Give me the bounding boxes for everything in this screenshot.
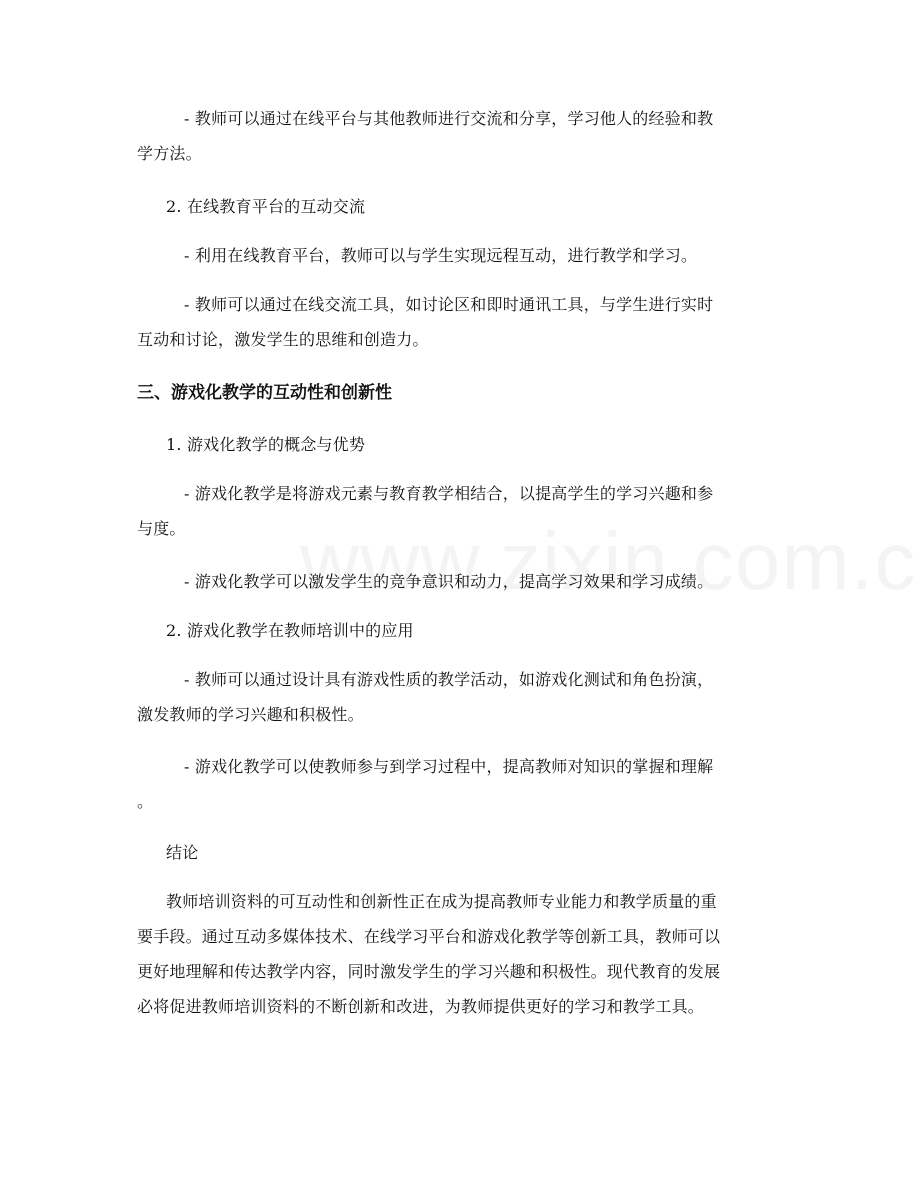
bullet-text-continuation: 互动和讨论，激发学生的思维和创造力。 [137, 330, 429, 349]
bullet-text-continuation: 学方法。 [137, 144, 202, 163]
section-heading: 三、游戏化教学的互动性和创新性 [137, 383, 392, 403]
bullet-text: - 教师可以通过在线平台与其他教师进行交流和分享，学习他人的经验和教 [184, 109, 714, 128]
subsection-title: 2. 在线教育平台的互动交流 [166, 197, 366, 216]
conclusion-paragraph-line: 更好地理解和传达教学内容，同时激发学生的学习兴趣和积极性。现代教育的发展 [137, 962, 721, 981]
bullet-text: - 教师可以通过设计具有游戏性质的教学活动，如游戏化测试和角色扮演， [184, 670, 714, 689]
subsection-title: 2. 游戏化教学在教师培训中的应用 [166, 621, 414, 640]
subsection-title: 1. 游戏化教学的概念与优势 [166, 435, 366, 454]
bullet-text-continuation: 激发教师的学习兴趣和积极性。 [137, 705, 364, 724]
conclusion-paragraph-line: 要手段。通过互动多媒体技术、在线学习平台和游戏化教学等创新工具，教师可以 [137, 927, 721, 946]
bullet-text: - 游戏化教学是将游戏元素与教育教学相结合，以提高学生的学习兴趣和参 [184, 484, 714, 503]
bullet-text: - 利用在线教育平台，教师可以与学生实现远程互动，进行教学和学习。 [184, 246, 698, 265]
bullet-text: - 游戏化教学可以激发学生的竞争意识和动力，提高学习效果和学习成绩。 [184, 572, 714, 591]
bullet-text-continuation: 。 [137, 792, 154, 811]
bullet-text: - 游戏化教学可以使教师参与到学习过程中，提高教师对知识的掌握和理解 [184, 757, 714, 776]
conclusion-title: 结论 [166, 843, 199, 862]
bullet-text-continuation: 与度。 [137, 519, 186, 538]
bullet-text: - 教师可以通过在线交流工具，如讨论区和即时通讯工具，与学生进行实时 [184, 295, 714, 314]
conclusion-paragraph-line: 教师培训资料的可互动性和创新性正在成为提高教师专业能力和教学质量的重 [166, 892, 717, 911]
conclusion-paragraph-line: 必将促进教师培训资料的不断创新和改进，为教师提供更好的学习和教学工具。 [137, 997, 705, 1016]
